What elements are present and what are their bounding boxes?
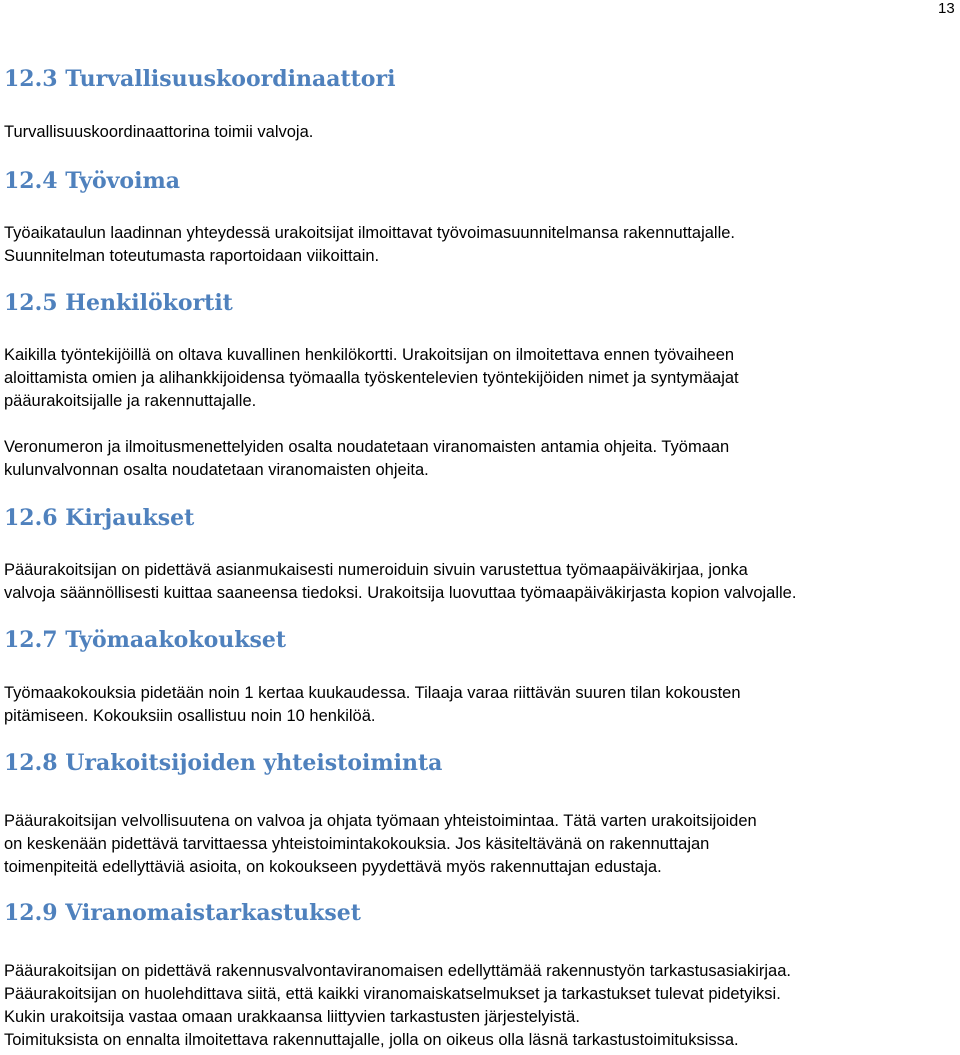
paragraph xyxy=(4,121,959,144)
paragraph xyxy=(4,344,959,413)
section-heading-kirjaukset: 12.6 Kirjaukset xyxy=(4,505,195,531)
text-line: pääurakoitsijalle ja rakennuttajalle. xyxy=(4,392,257,410)
section-heading-viranomaistarkastukset: 12.9 Viranomaistarkastukset xyxy=(4,900,361,926)
text-line: kulunvalvonnan osalta noudatetaan viranomaisten ohjeita. xyxy=(4,461,429,479)
paragraph xyxy=(4,682,959,728)
text-line: Turvallisuuskoordinaattorina toimii valvoja. xyxy=(4,123,314,141)
section-heading-turvallisuuskoordinaattori: 12.3 Turvallisuuskoordinaattori xyxy=(4,66,396,92)
text-line: toimenpiteitä edellyttäviä asioita, on kokoukseen pyydettävä myös rakennuttajan edustaja. xyxy=(4,858,662,876)
text-line: Pääurakoitsijan on pidettävä rakennusvalvontaviranomaisen edellyttämää rakennustyön tarkastusasiakirjaa. xyxy=(4,962,791,980)
text-line: Pääurakoitsijan on huolehdittava siitä, että kaikki viranomaiskatselmukset ja tarkastukset tulevat pidetyiksi. xyxy=(4,985,781,1003)
text-line: Toimituksista on ennalta ilmoitettava rakennuttajalle, jolla on oikeus olla läsnä tarkastustoimituksissa. xyxy=(4,1031,739,1049)
text-line: Työaikataulun laadinnan yhteydessä urakoitsijat ilmoittavat työvoimasuunnitelmansa rakennuttajalle. xyxy=(4,224,736,242)
text-line: Pääurakoitsijan on pidettävä asianmukaisesti numeroiduin sivuin varustettua työmaapäiväkirjaa, jonka xyxy=(4,561,748,579)
section-heading-urakoitsijoiden-yhteistoiminta: 12.8 Urakoitsijoiden yhteistoiminta xyxy=(4,750,443,776)
text-line: pitämiseen. Kokouksiin osallistuu noin 10 henkilöä. xyxy=(4,707,376,725)
text-line: Pääurakoitsijan velvollisuutena on valvoa ja ohjata työmaan yhteistoimintaa. Tätä varten urakoitsijoiden xyxy=(4,812,757,830)
text-line: Työmaakokouksia pidetään noin 1 kertaa kuukaudessa. Tilaaja varaa riittävän suuren tilan kokousten xyxy=(4,684,741,702)
paragraph xyxy=(4,960,959,1052)
section-heading-tyovoima: 12.4 Työvoima xyxy=(4,168,180,194)
section-heading-tyomaakokoukset: 12.7 Työmaakokoukset xyxy=(4,627,287,653)
text-line: Kukin urakoitsija vastaa omaan urakkaansa liittyvien tarkastusten järjestelyistä. xyxy=(4,1008,580,1026)
text-line: valvoja säännöllisesti kuittaa saaneensa tiedoksi. Urakoitsija luovuttaa työmaapäiväkirjasta kopion valvojalle. xyxy=(4,584,797,602)
page-number: 13 xyxy=(938,0,955,17)
text-line: Veronumeron ja ilmoitusmenettelyiden osalta noudatetaan viranomaisten antamia ohjeita. Työmaan xyxy=(4,438,730,456)
text-line: aloittamista omien ja alihankkijoidensa työmaalla työskentelevien työntekijöiden nimet ja syntymäajat xyxy=(4,369,739,387)
text-line: Kaikilla työntekijöillä on oltava kuvallinen henkilökortti. Urakoitsijan on ilmoitettava ennen työvaiheen xyxy=(4,346,735,364)
section-heading-henkilokortit: 12.5 Henkilökortit xyxy=(4,290,233,316)
text-line: Suunnitelman toteutumasta raportoidaan viikoittain. xyxy=(4,247,380,265)
paragraph xyxy=(4,436,959,482)
paragraph xyxy=(4,222,959,268)
paragraph xyxy=(4,810,959,879)
text-line: on keskenään pidettävä tarvittaessa yhteistoimintakokouksia. Jos käsiteltävänä on rakennuttajan xyxy=(4,835,710,853)
paragraph xyxy=(4,559,959,605)
